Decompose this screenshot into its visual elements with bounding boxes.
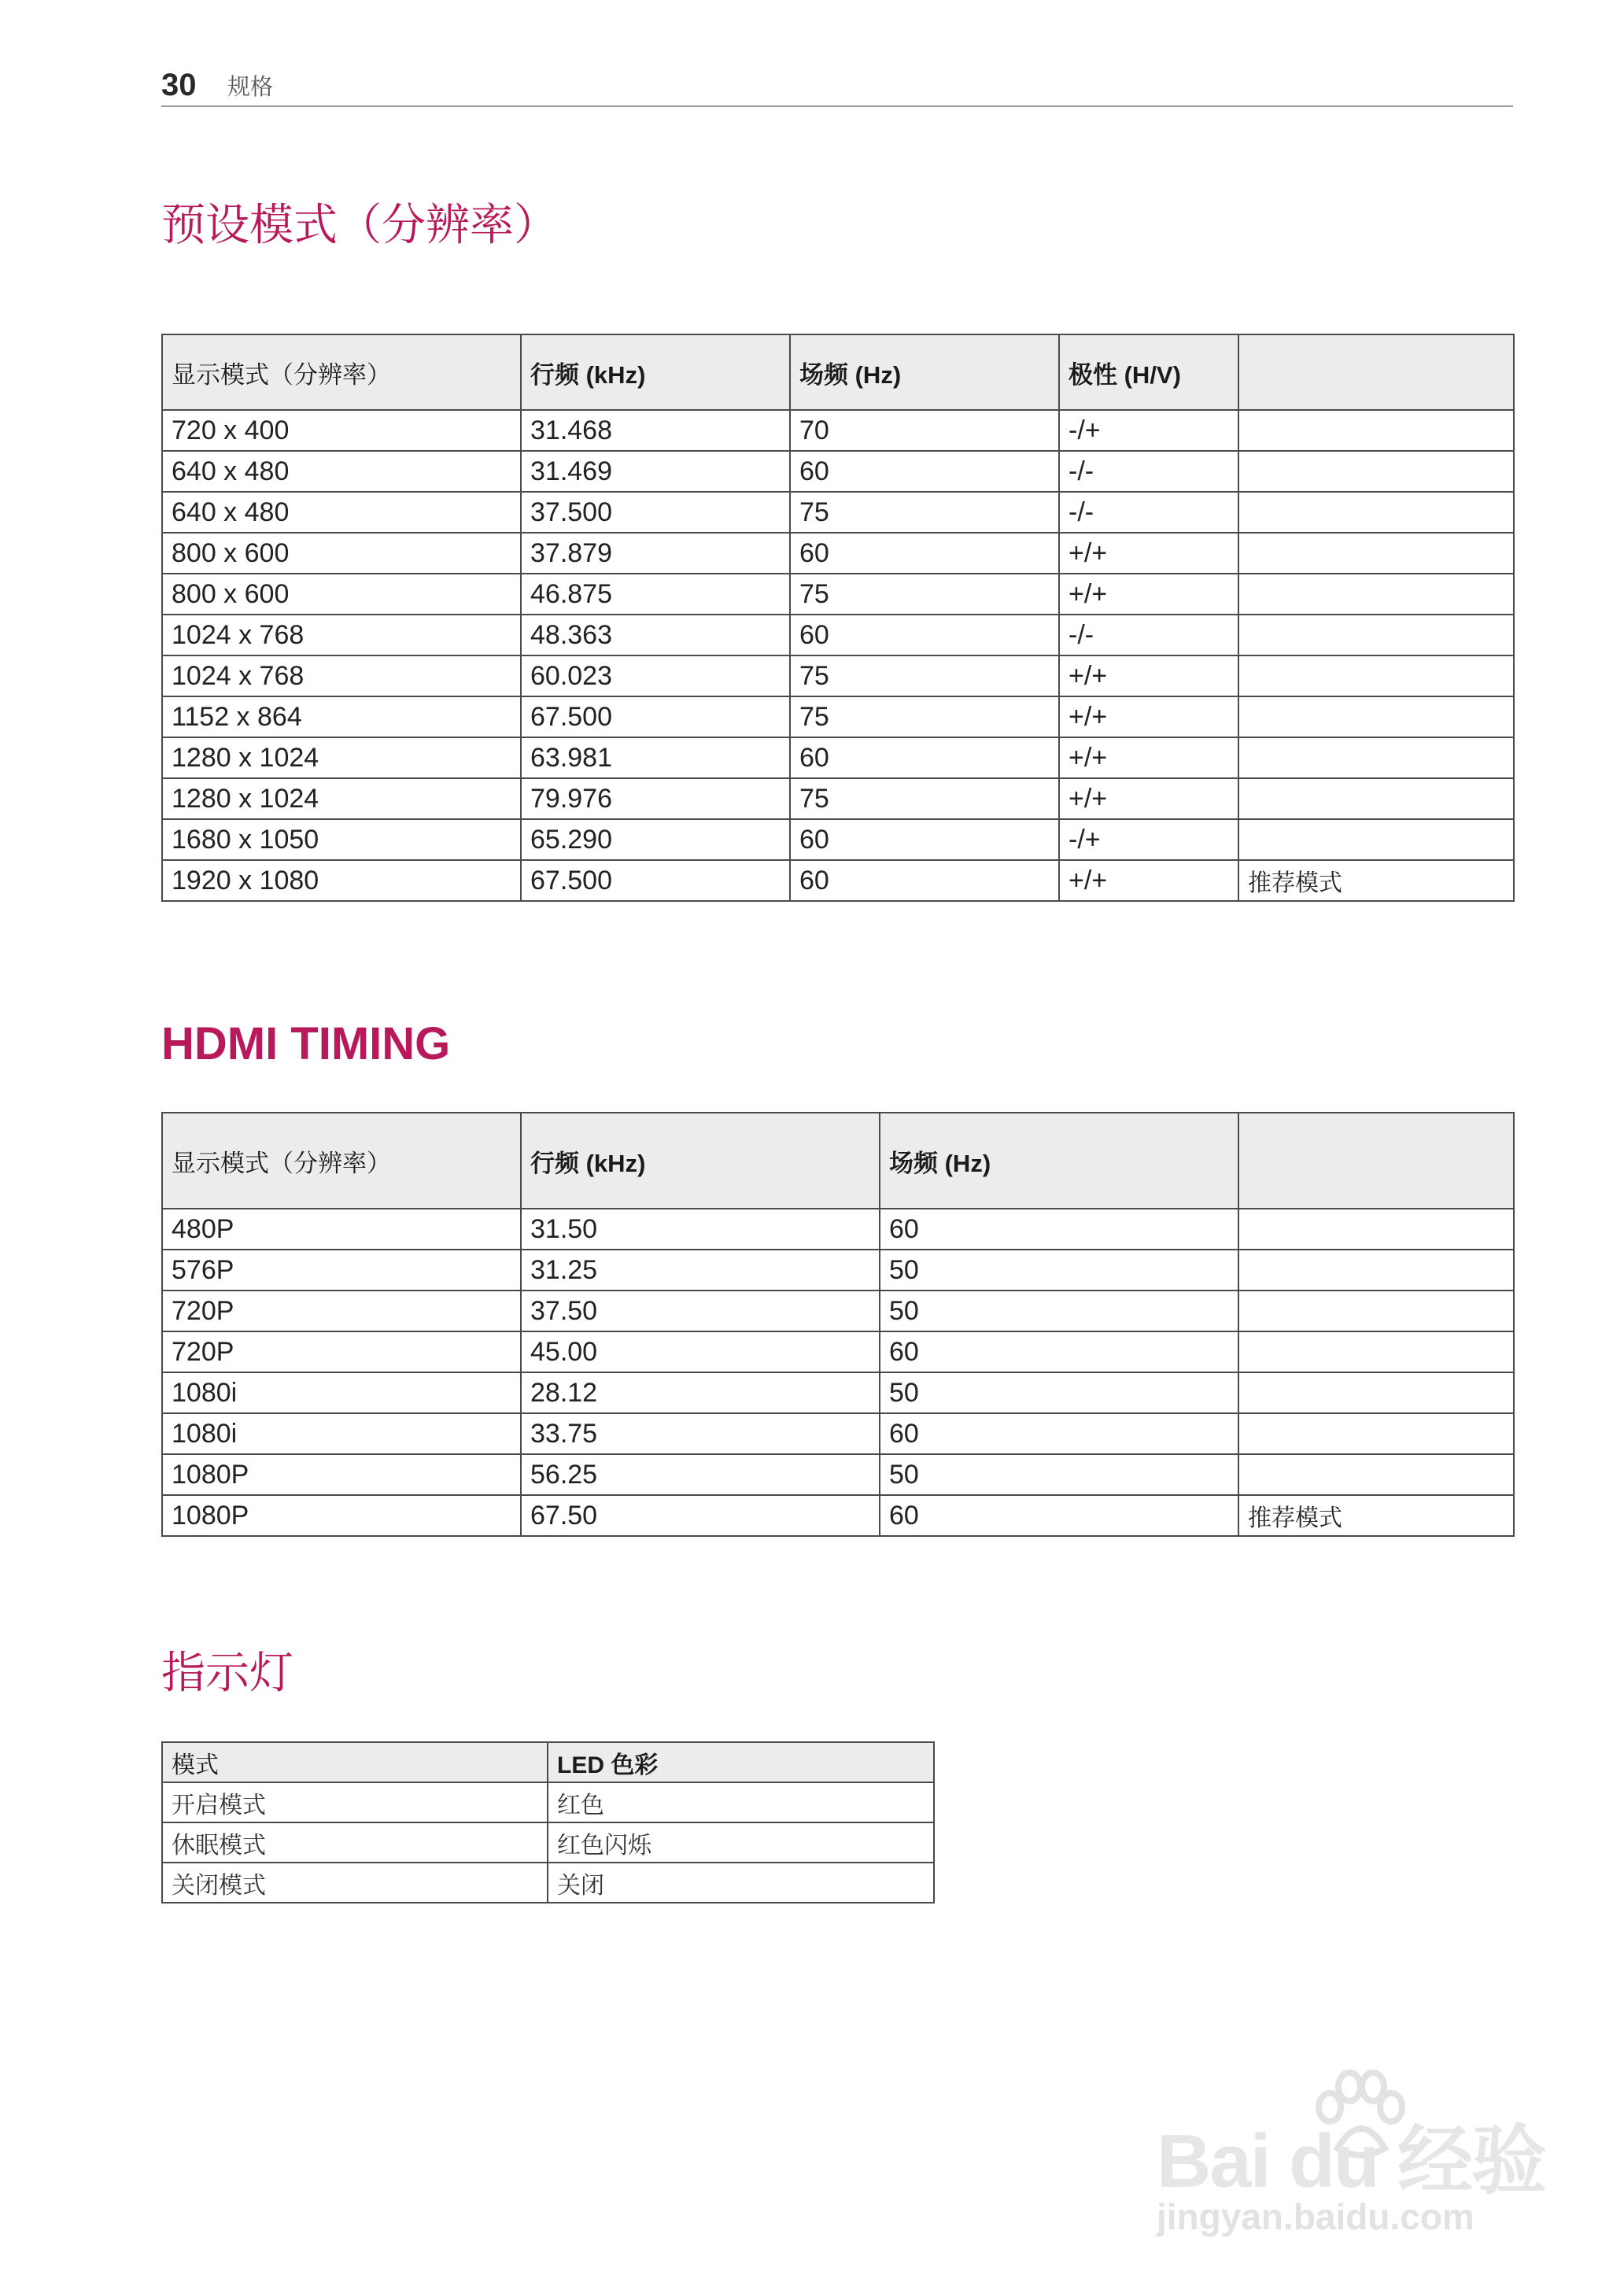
- table-cell: 48.363: [521, 615, 790, 655]
- table-cell: 480P: [162, 1209, 521, 1250]
- table-row: [162, 778, 1514, 819]
- table-cell: [1238, 819, 1514, 860]
- table-header-row: [162, 1113, 1514, 1209]
- table-cell: [1238, 1250, 1514, 1291]
- table-row: [162, 1331, 1514, 1372]
- table-row: [162, 492, 1514, 533]
- table-row: [162, 1454, 1514, 1495]
- table-cell: 关闭: [548, 1863, 934, 1903]
- table-row: [162, 1863, 934, 1903]
- table-cell: 60: [790, 860, 1059, 901]
- table-cell: 60: [880, 1495, 1238, 1536]
- table-cell: 60: [790, 737, 1059, 778]
- table-cell: [1238, 615, 1514, 655]
- table-cell: 75: [790, 574, 1059, 615]
- chapter-title: 规格: [227, 73, 274, 100]
- table-cell: 60.023: [521, 655, 790, 696]
- table-cell: +/+: [1059, 696, 1238, 737]
- table-cell: 31.469: [521, 451, 790, 492]
- column-header-hfreq: 行频 (kHz): [521, 1113, 880, 1209]
- table-cell: 67.50: [521, 1495, 880, 1536]
- column-header-vfreq: 场频 (Hz): [790, 334, 1059, 410]
- baidu-watermark: [1157, 2070, 1550, 2251]
- table-cell: 576P: [162, 1250, 521, 1291]
- table-cell: [1238, 1209, 1514, 1250]
- table-cell: 60: [880, 1209, 1238, 1250]
- table-cell: 65.290: [521, 819, 790, 860]
- table-header-row: [162, 334, 1514, 410]
- table-cell: 31.25: [521, 1250, 880, 1291]
- column-header-led-color: LED 色彩: [548, 1742, 934, 1782]
- table-row: [162, 574, 1514, 615]
- table-cell: +/+: [1059, 860, 1238, 901]
- table-cell: 45.00: [521, 1331, 880, 1372]
- table-cell: 75: [790, 655, 1059, 696]
- table-cell: 60: [880, 1331, 1238, 1372]
- table-cell: 79.976: [521, 778, 790, 819]
- table-cell: 640 x 480: [162, 492, 521, 533]
- table-cell: 60: [790, 615, 1059, 655]
- table-cell: 33.75: [521, 1413, 880, 1454]
- table-cell: [1238, 737, 1514, 778]
- table-cell: 800 x 600: [162, 574, 521, 615]
- table-cell: [1238, 696, 1514, 737]
- table-cell: 640 x 480: [162, 451, 521, 492]
- table-cell: [1238, 1372, 1514, 1413]
- table-cell: 1080P: [162, 1495, 521, 1536]
- table-cell: [1238, 1454, 1514, 1495]
- watermark-url: jingyan.baidu.com: [1157, 2196, 1475, 2237]
- indicator-section-title: 指示灯: [161, 1648, 293, 1699]
- table-cell: 开启模式: [162, 1782, 548, 1822]
- table-row: [162, 1822, 934, 1863]
- indicator-table: [161, 1741, 935, 1903]
- table-cell: +/+: [1059, 778, 1238, 819]
- table-cell: [1238, 778, 1514, 819]
- preset-mode-table: [161, 334, 1515, 902]
- table-cell: 1920 x 1080: [162, 860, 521, 901]
- watermark-brand: Bai du 经验: [1157, 2119, 1546, 2203]
- table-cell: 31.50: [521, 1209, 880, 1250]
- table-cell: 1680 x 1050: [162, 819, 521, 860]
- table-row: [162, 1372, 1514, 1413]
- table-cell: +/+: [1059, 737, 1238, 778]
- table-row: [162, 1495, 1514, 1536]
- table-cell: -/-: [1059, 615, 1238, 655]
- table-cell: 红色闪烁: [548, 1822, 934, 1863]
- table-cell: 50: [880, 1372, 1238, 1413]
- table-cell: [1238, 410, 1514, 451]
- table-cell: 800 x 600: [162, 533, 521, 574]
- hdmi-timing-table: [161, 1112, 1515, 1537]
- column-header-note: [1238, 334, 1514, 410]
- table-row: [162, 1291, 1514, 1331]
- table-row: [162, 533, 1514, 574]
- table-cell: 60: [790, 533, 1059, 574]
- table-cell: 46.875: [521, 574, 790, 615]
- table-cell: -/+: [1059, 410, 1238, 451]
- table-cell: 63.981: [521, 737, 790, 778]
- table-cell: 37.50: [521, 1291, 880, 1331]
- table-cell: -/+: [1059, 819, 1238, 860]
- column-header-vfreq: 场频 (Hz): [880, 1113, 1238, 1209]
- table-cell: 60: [880, 1413, 1238, 1454]
- table-row: [162, 819, 1514, 860]
- table-cell: 60: [790, 819, 1059, 860]
- column-header-note: [1238, 1113, 1514, 1209]
- table-row: [162, 410, 1514, 451]
- table-header-row: [162, 1742, 934, 1782]
- table-cell: 1080i: [162, 1372, 521, 1413]
- column-header-hfreq: 行频 (kHz): [521, 334, 790, 410]
- table-row: [162, 1782, 934, 1822]
- table-cell: [1238, 1413, 1514, 1454]
- table-cell: -/-: [1059, 451, 1238, 492]
- table-cell: +/+: [1059, 533, 1238, 574]
- table-cell: 720P: [162, 1291, 521, 1331]
- table-cell: 60: [790, 451, 1059, 492]
- table-row: [162, 860, 1514, 901]
- table-cell: -/-: [1059, 492, 1238, 533]
- hdmi-section-title: HDMI TIMING: [161, 1018, 451, 1069]
- table-row: [162, 655, 1514, 696]
- table-row: [162, 1250, 1514, 1291]
- table-cell: +/+: [1059, 574, 1238, 615]
- table-cell: 37.500: [521, 492, 790, 533]
- table-cell: 1080P: [162, 1454, 521, 1495]
- table-cell: [1238, 1291, 1514, 1331]
- table-cell: 67.500: [521, 860, 790, 901]
- table-cell: [1238, 451, 1514, 492]
- table-cell: 75: [790, 492, 1059, 533]
- table-cell: 37.879: [521, 533, 790, 574]
- table-cell: 1024 x 768: [162, 655, 521, 696]
- table-cell: 75: [790, 778, 1059, 819]
- table-cell: 75: [790, 696, 1059, 737]
- column-header-mode: 显示模式（分辨率）: [162, 1113, 521, 1209]
- table-cell: 1280 x 1024: [162, 737, 521, 778]
- table-cell: 50: [880, 1291, 1238, 1331]
- table-row: [162, 1413, 1514, 1454]
- table-row: [162, 1209, 1514, 1250]
- table-cell: 67.500: [521, 696, 790, 737]
- table-cell: 关闭模式: [162, 1863, 548, 1903]
- table-cell: 70: [790, 410, 1059, 451]
- table-cell: +/+: [1059, 655, 1238, 696]
- page-number: 30: [161, 68, 197, 102]
- column-header-polarity: 极性 (H/V): [1059, 334, 1238, 410]
- page-header: [161, 66, 1513, 107]
- table-cell: [1238, 574, 1514, 615]
- table-cell: [1238, 533, 1514, 574]
- column-header-mode: 显示模式（分辨率）: [162, 334, 521, 410]
- table-cell: 红色: [548, 1782, 934, 1822]
- table-cell: 31.468: [521, 410, 790, 451]
- table-cell: 休眠模式: [162, 1822, 548, 1863]
- table-cell: 推荐模式: [1238, 1495, 1514, 1536]
- table-cell: [1238, 1331, 1514, 1372]
- table-cell: 720P: [162, 1331, 521, 1372]
- table-cell: 1080i: [162, 1413, 521, 1454]
- table-cell: 1280 x 1024: [162, 778, 521, 819]
- table-cell: [1238, 492, 1514, 533]
- table-cell: 50: [880, 1454, 1238, 1495]
- table-row: [162, 615, 1514, 655]
- table-row: [162, 737, 1514, 778]
- table-cell: 720 x 400: [162, 410, 521, 451]
- column-header-mode: 模式: [162, 1742, 548, 1782]
- table-cell: 1024 x 768: [162, 615, 521, 655]
- table-cell: 1152 x 864: [162, 696, 521, 737]
- preset-section-title: 预设模式（分辨率）: [161, 200, 558, 251]
- table-cell: 28.12: [521, 1372, 880, 1413]
- table-cell: [1238, 655, 1514, 696]
- table-row: [162, 696, 1514, 737]
- table-cell: 50: [880, 1250, 1238, 1291]
- table-row: [162, 451, 1514, 492]
- table-cell: 56.25: [521, 1454, 880, 1495]
- table-cell: 推荐模式: [1238, 860, 1514, 901]
